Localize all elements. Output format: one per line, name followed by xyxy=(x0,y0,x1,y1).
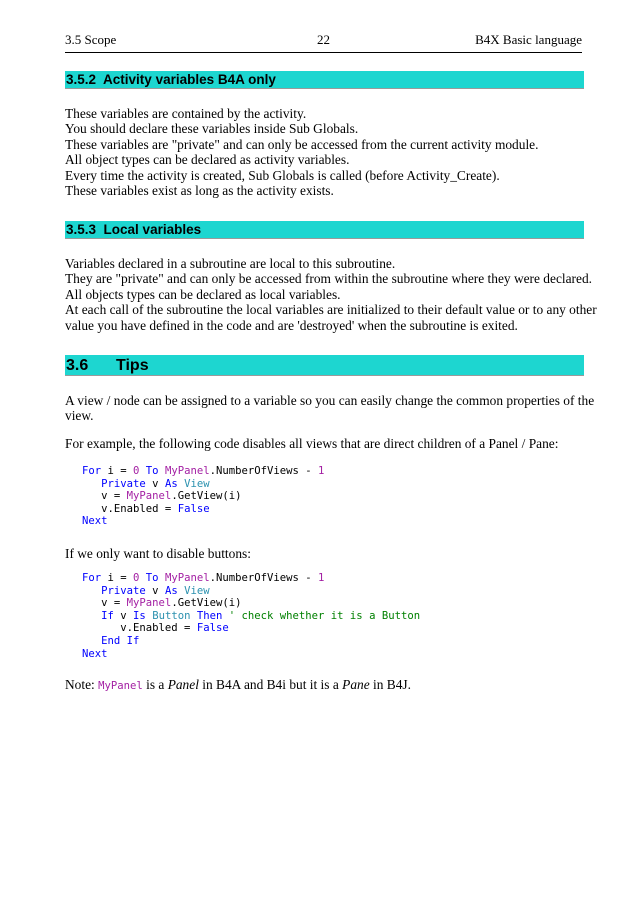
section-title: Tips xyxy=(116,357,149,374)
text-line: Variables declared in a subroutine are local to this subroutine. xyxy=(65,256,396,271)
note-text: Note: MyPanel is a Panel in B4A and B4i but it is a Pane in B4J. xyxy=(65,677,411,692)
code-block-disable-views xyxy=(82,465,324,528)
text-line: At each call of the subroutine the local variables are initialized to their default value or to any other xyxy=(65,302,597,318)
local-variables-text xyxy=(65,256,597,333)
text-line: These variables are "private" and can only be accessed from the current activity module. xyxy=(65,136,539,152)
section-title: Activity variables B4A only xyxy=(103,72,276,87)
page-number: 22 xyxy=(317,32,330,47)
code-line: Private v As View xyxy=(101,477,210,490)
text-line: These variables are contained by the activity. xyxy=(65,106,307,121)
text-line: A view / node can be assigned to a variable so you can easily change the common properties of the xyxy=(65,393,595,408)
code-line: For i = 0 To MyPanel.NumberOfViews - 1 xyxy=(82,465,325,477)
code-line: For i = 0 To MyPanel.NumberOfViews - 1 xyxy=(82,572,325,584)
section-title: Local variables xyxy=(103,222,202,237)
code-line: v.Enabled = False xyxy=(120,622,229,635)
code-line: Private v As View xyxy=(101,584,210,597)
section-heading-activity-variables xyxy=(65,71,584,89)
page-header xyxy=(65,32,582,48)
header-rule xyxy=(65,52,582,53)
code-line: v = MyPanel.GetView(i) xyxy=(101,490,242,503)
text-line: They are "private" and can only be accessed from within the subroutine where they were declared. xyxy=(65,271,592,287)
section-number: 3.6 xyxy=(66,357,89,374)
example-intro-text xyxy=(65,436,585,451)
text-line: For example, the following code disables all views that are direct children of a Panel / Pane: xyxy=(65,436,559,451)
activity-variables-text xyxy=(65,106,585,198)
text-line: These variables exist as long as the activity exists. xyxy=(65,183,334,199)
text-line: view. xyxy=(65,408,94,424)
code-line: If v Is Button Then ' check whether it is a Button xyxy=(101,609,421,622)
text-line: All object types can be declared as activity variables. xyxy=(65,152,350,168)
text-line: value you have defined in the code and are 'destroyed' when the subroutine is exited. xyxy=(65,317,518,333)
code-line: v.Enabled = False xyxy=(101,502,210,515)
section-heading-local-variables xyxy=(65,221,584,239)
section-number: 3.5.2 xyxy=(66,72,97,87)
code-line: v = MyPanel.GetView(i) xyxy=(101,597,242,610)
text-line: All objects types can be declared as local variables. xyxy=(65,286,341,302)
inline-code: MyPanel xyxy=(98,680,143,692)
text-line: Every time the activity is created, Sub Globals is called (before Activity_Create). xyxy=(65,167,500,183)
section-number: 3.5.3 xyxy=(66,222,97,237)
code-line: Next xyxy=(82,647,108,660)
header-chapter: 3.5 Scope xyxy=(65,32,117,47)
tips-intro-text xyxy=(65,393,595,424)
code-block-disable-buttons xyxy=(82,572,420,660)
buttons-intro-text xyxy=(65,546,585,561)
section-heading-tips xyxy=(65,355,584,376)
text-line: If we only want to disable buttons: xyxy=(65,546,251,561)
code-line: End If xyxy=(101,634,140,647)
header-book-title: B4X Basic language xyxy=(475,32,582,47)
code-line: Next xyxy=(82,515,108,528)
text-line: You should declare these variables inside Sub Globals. xyxy=(65,121,359,137)
